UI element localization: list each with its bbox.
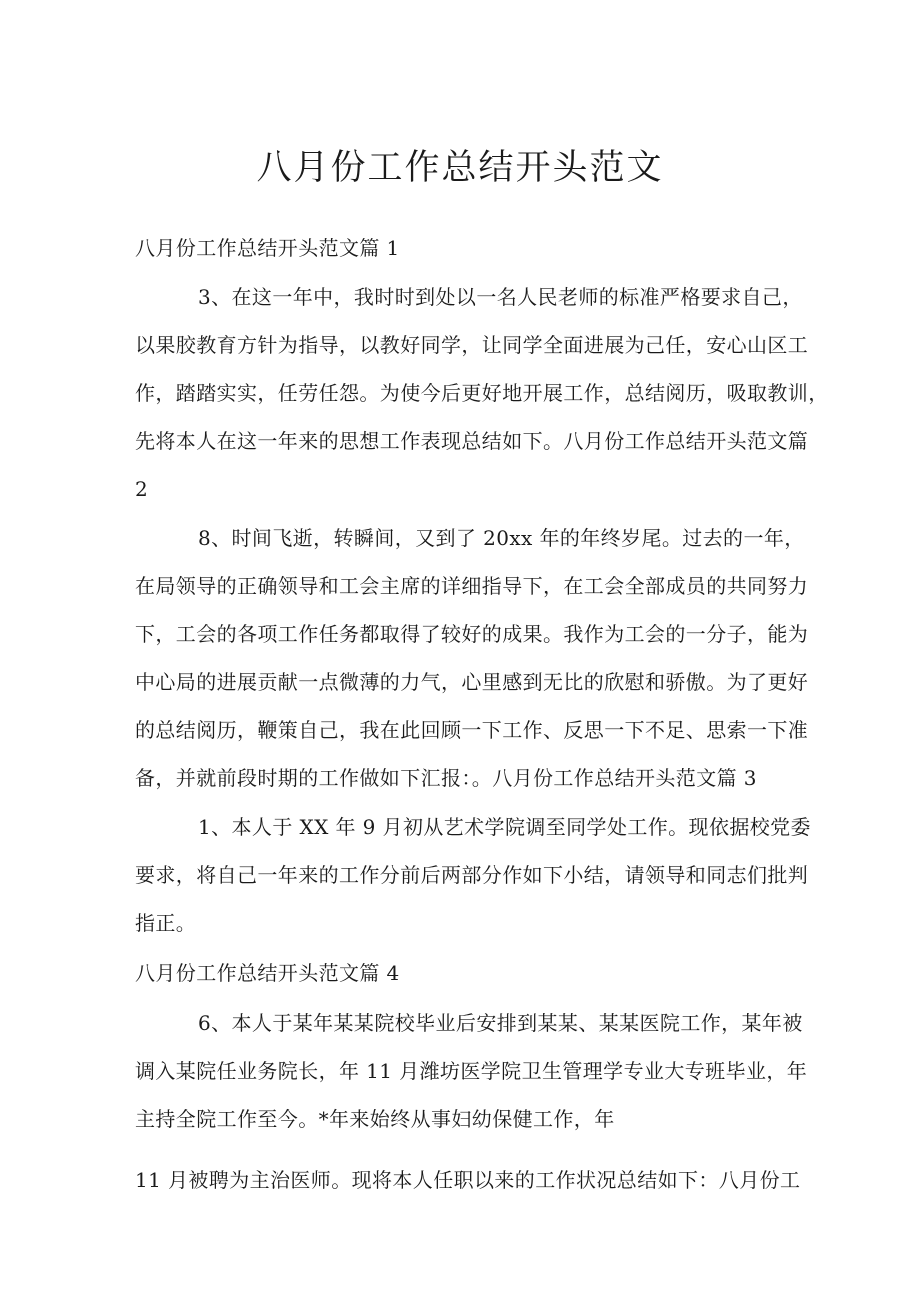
- paragraph-line: 备，并就前段时期的工作做如下汇报：。八月份工作总结开头范文篇 3: [135, 766, 757, 790]
- paragraph-line: 的总结阅历，鞭策自己，我在此回顾一下工作、反思一下不足、思索一下准: [135, 718, 809, 742]
- paragraph-line: 先将本人在这一年来的思想工作表现总结如下。八月份工作总结开头范文篇: [135, 429, 809, 453]
- paragraph-line: 作，踏踏实实，任劳任怨。为使今后更好地开展工作，总结阅历，吸取教训，: [135, 381, 829, 405]
- paragraph-line: 指正。: [135, 911, 197, 935]
- document-title: 八月份工作总结开头范文: [256, 148, 664, 188]
- section-heading: 八月份工作总结开头范文篇 1: [135, 236, 400, 260]
- paragraph-line: 下，工会的各项工作任务都取得了较好的成果。我作为工会的一分子，能为: [135, 622, 809, 646]
- paragraph-line: 8、时间飞逝，转瞬间，又到了 20xx 年的年终岁尾。过去的一年，: [198, 526, 805, 550]
- paragraph-line: 在局领导的正确领导和工会主席的详细指导下，在工会全部成员的共同努力: [135, 574, 809, 598]
- paragraph-line: 调入某院任业务院长，年 11 月潍坊医学院卫生管理学专业大专班毕业，年: [135, 1059, 808, 1083]
- paragraph-line: 1、本人于 XX 年 9 月初从艺术学院调至同学处工作。现依据校党委: [198, 815, 811, 839]
- paragraph-line: 2: [135, 477, 149, 501]
- section-heading: 八月份工作总结开头范文篇 4: [135, 961, 400, 985]
- paragraph-line: 主持全院工作至今。*年来始终从事妇幼保健工作，年: [135, 1107, 615, 1131]
- paragraph-line: 要求，将自己一年来的工作分前后两部分作如下小结，请领导和同志们批判: [135, 863, 809, 887]
- paragraph-line: 11 月被聘为主治医师。现将本人任职以来的工作状况总结如下：八月份工: [135, 1168, 801, 1192]
- paragraph-line: 中心局的进展贡献一点微薄的力气，心里感到无比的欣慰和骄傲。为了更好: [135, 670, 809, 694]
- paragraph-line: 3、在这一年中，我时时到处以一名人民老师的标准严格要求自己，: [198, 285, 803, 309]
- paragraph-line: 6、本人于某年某某院校毕业后安排到某某、某某医院工作，某年被: [198, 1011, 803, 1035]
- paragraph-line: 以果胶教育方针为指导，以教好同学，让同学全面进展为己任，安心山区工: [135, 333, 809, 357]
